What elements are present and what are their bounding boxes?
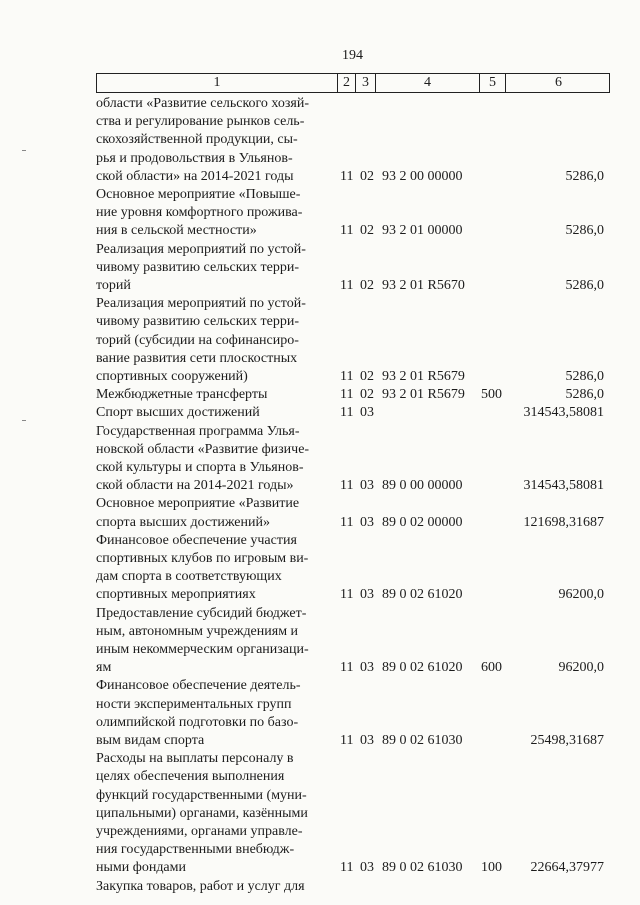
target-article-code: 89 0 02 61030 <box>382 860 463 876</box>
description-line: ям <box>96 660 112 676</box>
row-description <box>96 677 332 750</box>
description-line: ской области» на 2014-2021 годы <box>96 168 294 184</box>
amount: 5286,0 <box>565 387 604 403</box>
description-line: торий <box>96 278 131 293</box>
table-row <box>96 532 610 605</box>
header-col-3: 3 <box>355 74 375 92</box>
section-code: 11 <box>340 732 354 748</box>
table-row <box>96 95 610 186</box>
table-header <box>96 73 610 93</box>
subsection-code: 02 <box>360 168 374 184</box>
description-line: области «Развитие сельского хозяй- <box>96 96 310 111</box>
subsection-code: 02 <box>360 277 374 293</box>
table-row <box>96 495 610 531</box>
expense-type-code: 600 <box>481 660 502 676</box>
description-line: Финансовое обеспечение деятель- <box>96 678 301 694</box>
table-row <box>96 241 610 296</box>
table-row <box>96 605 610 678</box>
row-description <box>96 186 332 241</box>
description-line: дам спорта в соответствующих <box>96 569 282 585</box>
table-row <box>96 295 610 386</box>
target-article-code: 89 0 00 00000 <box>382 478 463 494</box>
description-line: Основное мероприятие «Повыше- <box>96 187 301 202</box>
description-line: скохозяйственной продукции, сы- <box>96 132 298 148</box>
subsection-code: 03 <box>360 478 374 494</box>
table-row <box>96 878 610 896</box>
amount: 314543,58081 <box>523 478 604 494</box>
margin-mark <box>22 150 26 151</box>
description-line: иным некоммерческим организаци- <box>96 642 309 657</box>
margin-mark <box>22 420 26 421</box>
description-line: ства и регулирование рынков сель- <box>96 114 305 130</box>
section-code: 11 <box>340 478 354 494</box>
description-line: вым видам спорта <box>96 733 205 748</box>
target-article-code: 93 2 01 00000 <box>382 223 463 239</box>
section-code: 11 <box>340 660 354 676</box>
description-line: рья и продовольствия в Ульянов- <box>96 150 293 166</box>
subsection-code: 03 <box>360 732 374 748</box>
amount: 5286,0 <box>565 168 604 184</box>
description-line: ципальными) органами, казёнными <box>96 805 308 821</box>
section-code: 11 <box>340 405 354 421</box>
row-description <box>96 532 332 605</box>
expense-type-code: 500 <box>481 387 502 403</box>
subsection-code: 03 <box>360 514 374 530</box>
target-article-code: 93 2 00 00000 <box>382 168 463 184</box>
target-article-code: 93 2 01 R5679 <box>382 387 465 403</box>
description-line: новской области «Развитие физиче- <box>96 441 310 457</box>
section-code: 11 <box>340 860 354 876</box>
amount: 5286,0 <box>565 368 604 384</box>
description-line: ности экспериментальных групп <box>96 696 292 712</box>
section-code: 11 <box>340 368 354 384</box>
amount: 314543,58081 <box>523 405 604 421</box>
section-code: 11 <box>340 587 354 603</box>
subsection-code: 03 <box>360 860 374 876</box>
table-row <box>96 423 610 496</box>
subsection-code: 02 <box>360 223 374 239</box>
amount: 5286,0 <box>565 223 604 239</box>
target-article-code: 89 0 02 61020 <box>382 587 463 603</box>
section-code: 11 <box>340 514 354 530</box>
description-line: Государственная программа Улья- <box>96 423 300 439</box>
table-row <box>96 677 610 750</box>
description-line: ния государственными внебюдж- <box>96 842 295 858</box>
row-description <box>96 495 332 531</box>
row-description <box>96 95 332 186</box>
header-col-4: 4 <box>375 74 479 92</box>
section-code: 11 <box>340 223 354 239</box>
description-line: Реализация мероприятий по устой- <box>96 241 306 257</box>
header-col-6: 6 <box>505 74 611 92</box>
description-line: Закупка товаров, работ и услуг для <box>96 878 305 894</box>
amount: 96200,0 <box>558 660 604 676</box>
amount: 96200,0 <box>558 587 604 603</box>
description-line: Межбюджетные трансферты <box>96 387 268 403</box>
description-line: ния в сельской местности» <box>96 223 257 239</box>
description-line: ской культуры и спорта в Ульянов- <box>96 460 304 475</box>
description-line: Основное мероприятие «Развитие <box>96 496 300 512</box>
amount: 121698,31687 <box>523 514 604 530</box>
description-line: Предоставление субсидий бюджет- <box>96 605 307 621</box>
description-line: Финансовое обеспечение участия <box>96 532 297 548</box>
description-line: целях обеспечения выполнения <box>96 769 285 785</box>
description-line: чивому развитию сельских терри- <box>96 259 300 275</box>
row-description <box>96 750 332 877</box>
description-line: ской области на 2014-2021 годы» <box>96 478 294 494</box>
description-line: Реализация мероприятий по устой- <box>96 296 306 312</box>
description-line: вание развития сети плоскостных <box>96 350 298 366</box>
header-col-2: 2 <box>337 74 355 92</box>
description-line: чивому развитию сельских терри- <box>96 314 300 330</box>
description-line: функций государственными (муни- <box>96 787 307 803</box>
row-description <box>96 241 332 296</box>
row-description <box>96 423 332 496</box>
description-line: спортивных сооружений) <box>96 369 248 384</box>
header-col-5: 5 <box>479 74 505 92</box>
row-description <box>96 386 332 404</box>
target-article-code: 93 2 01 R5670 <box>382 277 465 293</box>
table-row <box>96 386 610 404</box>
header-col-1: 1 <box>213 75 221 90</box>
target-article-code: 89 0 02 61020 <box>382 660 463 676</box>
page-number: 194 <box>342 48 363 63</box>
description-line: ние уровня комфортного прожива- <box>96 205 303 221</box>
row-description <box>96 404 332 422</box>
target-article-code: 89 0 02 00000 <box>382 514 463 530</box>
description-line: спортивных мероприятиях <box>96 587 256 603</box>
expense-type-code: 100 <box>481 860 502 876</box>
amount: 5286,0 <box>565 277 604 293</box>
section-code: 11 <box>340 277 354 293</box>
table-row <box>96 404 610 422</box>
row-description <box>96 295 332 386</box>
description-line: Спорт высших достижений <box>96 405 260 421</box>
subsection-code: 02 <box>360 387 374 403</box>
table-row <box>96 186 610 241</box>
table-row <box>96 750 610 877</box>
description-line: учреждениями, органами управле- <box>96 824 303 839</box>
description-line: спорта высших достижений» <box>96 514 271 530</box>
description-line: ными фондами <box>96 860 187 876</box>
description-line: олимпийской подготовки по базо- <box>96 714 299 730</box>
amount: 25498,31687 <box>530 732 604 748</box>
description-line: Расходы на выплаты персоналу в <box>96 751 294 767</box>
target-article-code: 93 2 01 R5679 <box>382 368 465 384</box>
subsection-code: 03 <box>360 405 374 421</box>
section-code: 11 <box>340 168 354 184</box>
subsection-code: 03 <box>360 660 374 676</box>
section-code: 11 <box>340 387 354 403</box>
description-line: торий (субсидии на софинансиро- <box>96 332 299 348</box>
subsection-code: 03 <box>360 587 374 603</box>
description-line: спортивных клубов по игровым ви- <box>96 551 309 566</box>
amount: 22664,37977 <box>530 860 604 876</box>
subsection-code: 02 <box>360 368 374 384</box>
row-description <box>96 878 332 896</box>
row-description <box>96 605 332 678</box>
description-line: ным, автономным учреждениям и <box>96 623 299 639</box>
target-article-code: 89 0 02 61030 <box>382 732 463 748</box>
